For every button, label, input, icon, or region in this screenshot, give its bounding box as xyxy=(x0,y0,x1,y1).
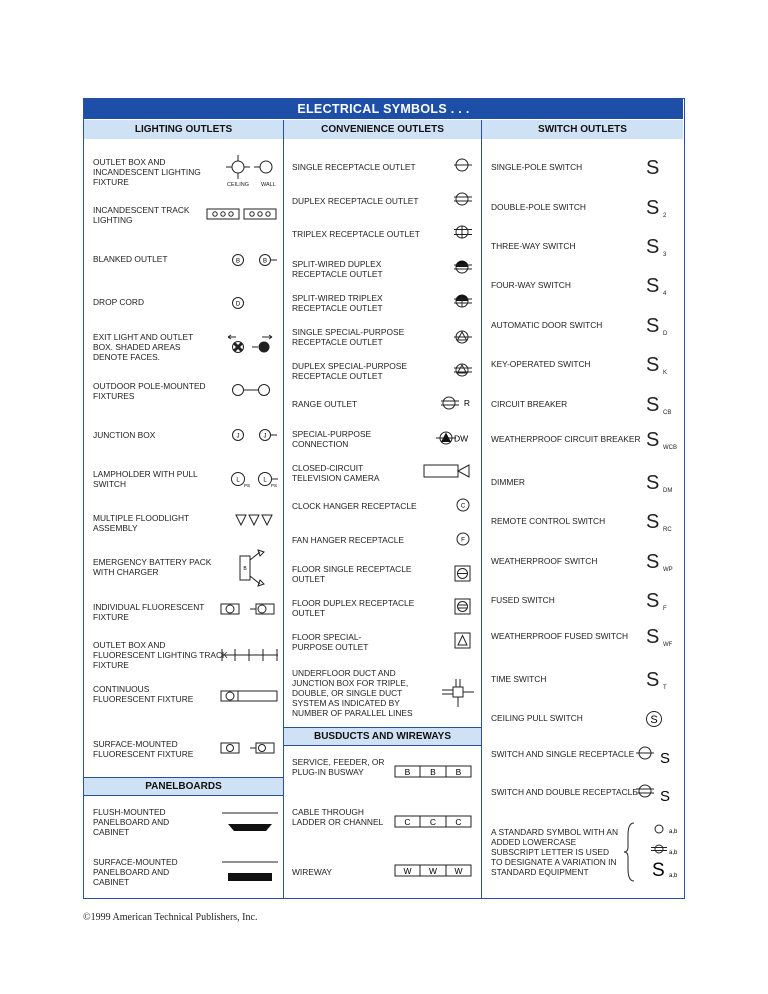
switch-symbol xyxy=(646,429,677,452)
busway-letter: B xyxy=(455,767,462,777)
switch-subscript: WF xyxy=(663,642,673,648)
ladder-letter: C xyxy=(455,817,462,827)
continuous-fluorescent-symbol xyxy=(220,689,278,703)
emergency-glyph: B xyxy=(243,566,247,572)
switch-glyph: S xyxy=(646,275,660,297)
switch-subscript: 2 xyxy=(663,213,667,219)
convenience-item: UNDERFLOOR DUCT AND JUNCTION BOX FOR TRIPLE, DOUBLE, OR SINGLE DUCT SYSTEM AS INDICATED BY NUMBER OF PARALLEL LINES xyxy=(292,668,413,718)
lampholder-glyph: L xyxy=(236,477,240,484)
switch-item: TIME SWITCH xyxy=(491,674,547,684)
switch-symbol xyxy=(646,197,667,220)
switch-glyph: S xyxy=(646,590,660,612)
pull-switch-glyph: PS xyxy=(243,483,251,488)
convenience-item: CLOSED-CIRCUIT TELEVISION CAMERA xyxy=(292,463,380,483)
fluorescent-fixture-symbol xyxy=(220,602,278,616)
emergency-pack-symbol xyxy=(234,548,274,588)
floor-single-symbol xyxy=(454,565,472,583)
convenience-item: FLOOR SPECIAL- PURPOSE OUTLET xyxy=(292,632,369,652)
special-mark: DW xyxy=(454,433,469,444)
surface-fluorescent-symbol xyxy=(220,741,278,755)
switch-glyph: S xyxy=(660,788,671,804)
lampholder-symbol xyxy=(230,470,280,490)
switch-symbol xyxy=(646,511,672,534)
switch-glyph: S xyxy=(646,511,660,533)
surface-panelboard-symbol xyxy=(220,859,280,883)
switch-glyph: S xyxy=(646,197,660,219)
flush-panelboard-symbol xyxy=(220,809,280,835)
single-receptacle-symbol xyxy=(452,157,474,173)
underfloor-duct-symbol xyxy=(442,679,474,707)
lighting-item: LAMPHOLDER WITH PULL SWITCH xyxy=(93,469,198,489)
lighting-item: OUTLET BOX AND INCANDESCENT LIGHTING FIXTURE xyxy=(93,157,201,187)
switch-item: SINGLE-POLE SWITCH xyxy=(491,162,583,172)
switch-glyph: S xyxy=(646,472,660,494)
busway-letter: B xyxy=(404,767,411,777)
column-divider xyxy=(481,120,482,898)
switch-subscript: T xyxy=(663,685,667,691)
switch-item: FOUR-WAY SWITCH xyxy=(491,280,571,290)
lighting-item: EMERGENCY BATTERY PACK WITH CHARGER xyxy=(93,557,212,577)
blanked-outlet-symbol xyxy=(231,252,279,268)
lighting-item: DROP CORD xyxy=(93,297,145,307)
switch-item: WEATHERPROOF SWITCH xyxy=(491,556,598,566)
switch-glyph: S xyxy=(646,394,660,416)
wireway-symbol xyxy=(393,864,473,878)
electrical-symbols-sheet xyxy=(83,98,685,899)
track-lighting-symbol xyxy=(206,208,278,220)
lighting-item: INDIVIDUAL FLUORESCENT FIXTURE xyxy=(93,602,205,622)
convenience-item: SPLIT-WIRED DUPLEX RECEPTACLE OUTLET xyxy=(292,259,383,279)
ladder-letter: C xyxy=(404,817,411,827)
convenience-item: CLOCK HANGER RECEPTACLE xyxy=(292,501,417,511)
floor-special-symbol xyxy=(454,632,472,650)
switch-symbol xyxy=(646,315,668,338)
switch-symbol xyxy=(646,472,673,495)
variation-subscript: a,b xyxy=(669,829,678,835)
lampholder-glyph: L xyxy=(263,477,267,484)
convenience-item: SINGLE RECEPTACLE OUTLET xyxy=(292,162,416,172)
panelboard-item: SURFACE-MOUNTED PANELBOARD AND CABINET xyxy=(93,857,178,887)
switch-subscript: DM xyxy=(663,488,673,494)
track-fixture-symbol xyxy=(220,646,280,664)
switch-symbol xyxy=(646,354,668,377)
switch-glyph: S xyxy=(652,860,665,881)
switch-subscript: 4 xyxy=(663,291,667,297)
lighting-item: INCANDESCENT TRACK LIGHTING xyxy=(93,205,190,225)
switch-item: SWITCH AND SINGLE RECEPTACLE xyxy=(491,749,635,759)
switch-item: DIMMER xyxy=(491,477,525,487)
switch-double-receptacle-symbol xyxy=(632,780,674,809)
switch-glyph: S xyxy=(646,157,660,179)
switch-subscript: RC xyxy=(663,527,672,533)
clock-hanger-symbol xyxy=(455,497,473,513)
switch-subscript: F xyxy=(663,606,667,612)
busduct-item: WIREWAY xyxy=(292,867,333,877)
special-receptacle-symbol xyxy=(452,329,474,345)
switch-symbol xyxy=(646,590,667,613)
convenience-item: SINGLE SPECIAL-PURPOSE RECEPTACLE OUTLET xyxy=(292,327,405,347)
lighting-item: JUNCTION BOX xyxy=(93,430,156,440)
switch-symbol xyxy=(646,626,673,649)
switch-glyph: S xyxy=(646,354,660,376)
duplex-special-symbol xyxy=(452,362,474,378)
switch-glyph: S xyxy=(646,429,660,451)
triplex-receptacle-symbol xyxy=(452,224,474,240)
wireway-letter: W xyxy=(403,866,412,876)
busduct-item: CABLE THROUGH LADDER OR CHANNEL xyxy=(292,807,384,827)
convenience-item: SPECIAL-PURPOSE CONNECTION xyxy=(292,429,372,449)
sheet-title: ELECTRICAL SYMBOLS . . . xyxy=(84,99,683,119)
busway-letter: B xyxy=(430,767,436,777)
convenience-item: RANGE OUTLET xyxy=(292,399,358,409)
busducts-heading: BUSDUCTS AND WIREWAYS xyxy=(284,727,481,746)
subscript-variation-symbols xyxy=(622,821,682,888)
panelboards-heading: PANELBOARDS xyxy=(84,777,283,796)
lighting-item: OUTLET BOX AND FLUORESCENT LIGHTING TRACK FIXTURE xyxy=(93,640,228,670)
wireway-letter: W xyxy=(454,866,463,876)
switch-subscript: K xyxy=(663,370,668,376)
switch-item: REMOTE CONTROL SWITCH xyxy=(491,516,606,526)
busduct-item: SERVICE, FEEDER, OR PLUG-IN BUSWAY xyxy=(292,757,385,777)
special-connection-symbol xyxy=(436,430,476,446)
split-duplex-symbol xyxy=(452,259,474,275)
switch-item: CEILING PULL SWITCH xyxy=(491,713,583,723)
switch-glyph: S xyxy=(660,750,671,766)
convenience-item: FLOOR SINGLE RECEPTACLE OUTLET xyxy=(292,564,412,584)
convenience-item: FLOOR DUPLEX RECEPTACLE OUTLET xyxy=(292,598,415,618)
lighting-item: SURFACE-MOUNTED FLUORESCENT FIXTURE xyxy=(93,739,194,759)
blanked-glyph: B xyxy=(235,258,241,265)
switch-item: DOUBLE-POLE SWITCH xyxy=(491,202,586,212)
switch-subscript: CB xyxy=(663,410,672,416)
switch-symbol xyxy=(646,551,673,574)
fan-hanger-symbol xyxy=(455,531,473,547)
switch-item: WEATHERPROOF FUSED SWITCH xyxy=(491,631,629,641)
col-switch-outlets: SWITCH OUTLETS xyxy=(482,120,683,139)
col-lighting-outlets: LIGHTING OUTLETS xyxy=(84,120,283,139)
switch-item: CIRCUIT BREAKER xyxy=(491,399,568,409)
drop-glyph: D xyxy=(235,301,241,308)
switch-item: SWITCH AND DOUBLE RECEPTACLE xyxy=(491,787,638,797)
switch-symbol xyxy=(646,669,667,692)
ceiling-pull-switch-symbol xyxy=(645,710,665,733)
pull-switch-glyph: PS xyxy=(270,483,278,488)
panelboard-item: FLUSH-MOUNTED PANELBOARD AND CABINET xyxy=(93,807,170,837)
range-mark: R xyxy=(463,398,471,408)
convenience-item: TRIPLEX RECEPTACLE OUTLET xyxy=(292,229,420,239)
cable-ladder-symbol xyxy=(393,815,473,829)
busway-symbol xyxy=(393,765,473,779)
fan-mark: F xyxy=(461,537,465,544)
switch-item: WEATHERPROOF CIRCUIT BREAKER xyxy=(491,434,641,444)
ladder-letter: C xyxy=(429,817,437,827)
col-convenience-outlets: CONVENIENCE OUTLETS xyxy=(284,120,481,139)
switch-glyph: S xyxy=(646,669,660,691)
switch-glyph: S xyxy=(650,714,658,726)
switch-subscript: WP xyxy=(663,567,673,573)
convenience-item: SPLIT-WIRED TRIPLEX RECEPTACLE OUTLET xyxy=(292,293,383,313)
duplex-receptacle-symbol xyxy=(452,191,474,207)
switch-subscript: WCB xyxy=(663,445,677,451)
switch-symbol xyxy=(646,394,672,417)
convenience-item: FAN HANGER RECEPTACLE xyxy=(292,535,404,545)
junction-glyph: J xyxy=(236,433,240,440)
cctv-camera-symbol xyxy=(423,462,473,480)
variation-subscript: a,b xyxy=(669,850,678,856)
lighting-item: MULTIPLE FLOODLIGHT ASSEMBLY xyxy=(93,513,190,533)
switch-item: KEY-OPERATED SWITCH xyxy=(491,359,591,369)
junction-box-symbol xyxy=(231,427,279,443)
switch-glyph: S xyxy=(646,236,660,258)
lighting-item: CONTINUOUS FLUORESCENT FIXTURE xyxy=(93,684,194,704)
floor-duplex-symbol xyxy=(454,598,472,616)
switch-glyph: S xyxy=(646,626,660,648)
exit-light-symbol xyxy=(228,333,276,359)
switch-symbol xyxy=(646,275,667,298)
copyright-notice: ©1999 American Technical Publishers, Inc. xyxy=(83,912,258,923)
wireway-letter: W xyxy=(428,866,438,876)
blanked-glyph: B xyxy=(262,258,268,265)
switch-glyph: S xyxy=(646,315,660,337)
drop-cord-symbol xyxy=(231,295,247,311)
convenience-item: DUPLEX SPECIAL-PURPOSE RECEPTACLE OUTLET xyxy=(292,361,407,381)
convenience-item: DUPLEX RECEPTACLE OUTLET xyxy=(292,196,419,206)
switch-symbol xyxy=(646,236,667,259)
wall-label: WALL xyxy=(261,182,276,188)
floodlight-symbol xyxy=(234,511,276,529)
switch-subscript: 3 xyxy=(663,252,667,258)
ceiling-label: CEILING xyxy=(227,182,250,188)
lighting-item: EXIT LIGHT AND OUTLET BOX. SHADED AREAS DENOTE FACES. xyxy=(93,332,194,362)
range-outlet-symbol xyxy=(439,395,475,411)
clock-mark: C xyxy=(460,503,466,510)
switch-glyph: S xyxy=(646,551,660,573)
lighting-item: BLANKED OUTLET xyxy=(93,254,168,264)
junction-glyph: J xyxy=(263,433,267,440)
switch-symbol xyxy=(646,157,659,180)
switch-item: THREE-WAY SWITCH xyxy=(491,241,576,251)
switch-item: FUSED SWITCH xyxy=(491,595,555,605)
switch-item: AUTOMATIC DOOR SWITCH xyxy=(491,320,603,330)
switch-item: A STANDARD SYMBOL WITH AN ADDED LOWERCASE SUBSCRIPT LETTER IS USED TO DESIGNATE A VARIATION IN STANDARD EQUIPMENT xyxy=(491,827,619,877)
switch-subscript: D xyxy=(663,331,668,337)
switch-single-receptacle-symbol xyxy=(632,742,674,771)
split-triplex-symbol xyxy=(452,293,474,309)
pole-fixture-symbol xyxy=(231,382,271,398)
column-divider xyxy=(283,120,284,898)
variation-subscript: a,b xyxy=(669,873,678,879)
lighting-item: OUTDOOR POLE-MOUNTED FIXTURES xyxy=(93,381,206,401)
